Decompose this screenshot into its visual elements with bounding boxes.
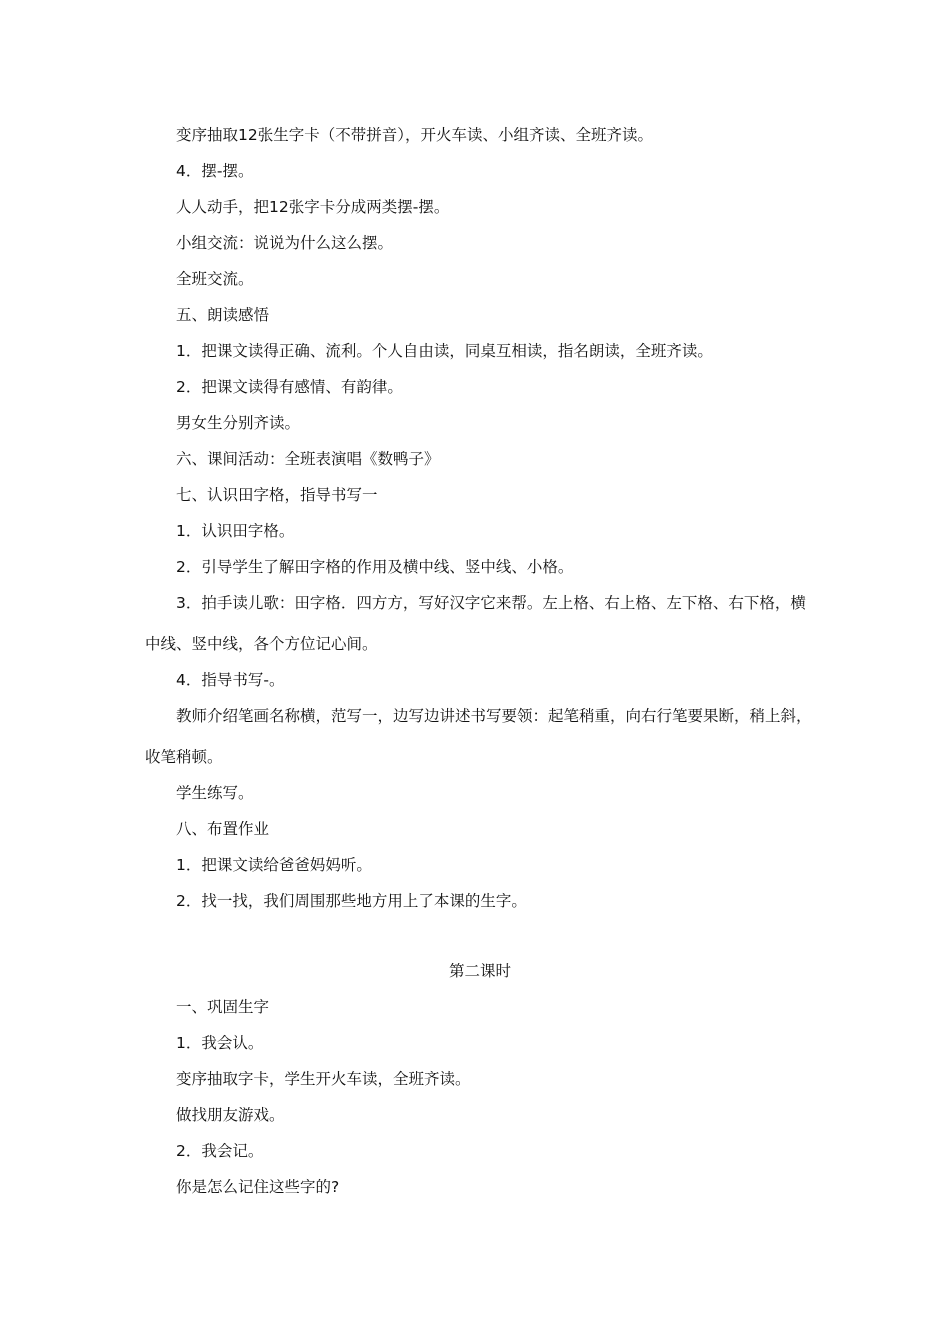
- text-line: 2．引导学生了解田字格的作用及横中线、竖中线、小格。: [176, 558, 574, 576]
- text-line: 学生练写。: [176, 784, 254, 802]
- text-line: 2．把课文读得有感情、有韵律。: [176, 378, 403, 396]
- text-line: 变序抽取12张生字卡（不带拼音），开火车读、小组齐读、全班齐读。: [176, 126, 653, 144]
- section-heading: 八、布置作业: [176, 820, 270, 838]
- lesson-title: 第二课时: [448, 962, 511, 980]
- text-line: 1．把课文读给爸爸妈妈听。: [176, 856, 372, 874]
- document-body: [145, 124, 815, 1212]
- text-line: 做找朋友游戏。: [176, 1106, 285, 1124]
- text-line: 人人动手，把12张字卡分成两类摆-摆。: [176, 198, 450, 216]
- section-heading: 六、课间活动：全班表演唱《数鸭子》: [176, 450, 440, 468]
- paragraph-teacher-demo: 教师介绍笔画名称横，范写一，边写边讲述书写要领：起笔稍重，向右行笔要果断，稍上斜，收笔稍顿。: [145, 707, 812, 766]
- text-line: 全班交流。: [176, 270, 254, 288]
- text-line: 4．摆-摆。: [176, 162, 254, 180]
- text-line: 你是怎么记住这些字的?: [176, 1178, 340, 1196]
- text-line: 1．把课文读得正确、流利。个人自由读，同桌互相读，指名朗读，全班齐读。: [176, 342, 713, 360]
- text-line: 2．找一找，我们周围那些地方用上了本课的生字。: [176, 892, 527, 910]
- section-heading: 七、认识田字格，指导书写一: [176, 486, 378, 504]
- text-line: 2．我会记。: [176, 1142, 264, 1160]
- text-line: 男女生分别齐读。: [176, 414, 301, 432]
- section-heading: 一、巩固生字: [176, 998, 270, 1016]
- text-line: 1．认识田字格。: [176, 522, 295, 540]
- paragraph-tianzige-rhyme: 3．拍手读儿歌：田字格．四方方，写好汉字它来帮。左上格、右上格、左下格、右下格，横中线、竖中线，各个方位记心间。: [145, 594, 806, 653]
- text-line: 小组交流：说说为什么这么摆。: [176, 234, 394, 252]
- section-heading: 五、朗读感悟: [176, 306, 270, 324]
- text-line: 变序抽取字卡，学生开火车读，全班齐读。: [176, 1070, 471, 1088]
- text-line: 4．指导书写-。: [176, 671, 285, 689]
- text-line: 1．我会认。: [176, 1034, 264, 1052]
